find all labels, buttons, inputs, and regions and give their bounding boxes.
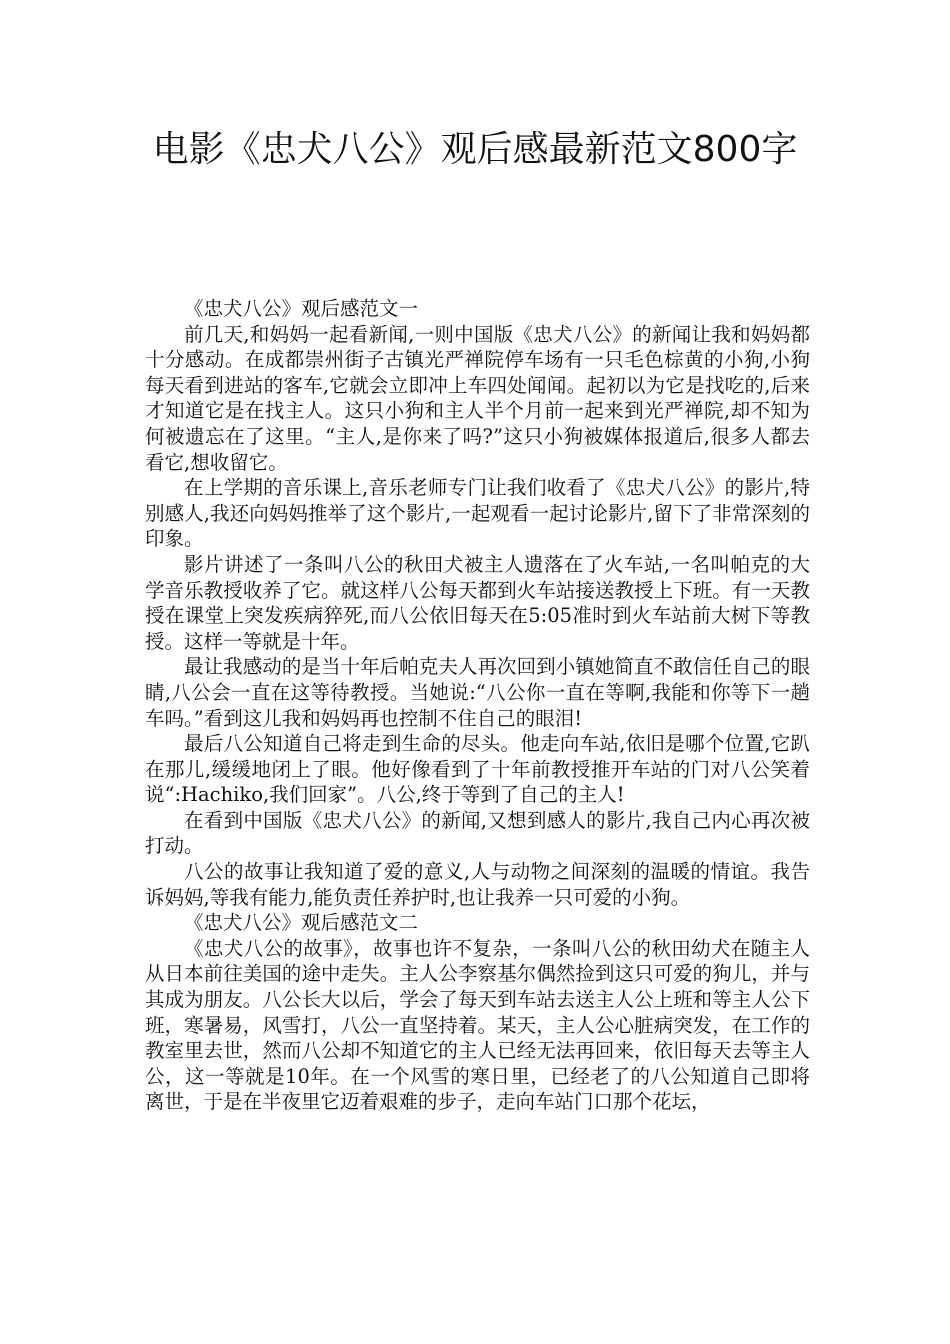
- paragraph: 最让我感动的是当十年后帕克夫人再次回到小镇她简直不敢信任自己的眼睛,八公会一直在这等待教授。当她说:“八公你一直在等啊,我能和你等下一趟车吗。”看到这儿我和妈妈再也控制不住自己的眼泪!: [145, 655, 810, 730]
- document-title: 电影《忠犬八公》观后感最新范文800字: [152, 129, 798, 170]
- paragraph: 八公的故事让我知道了爱的意义,人与动物之间深刻的温暖的情谊。我告诉妈妈,等我有能力,能负责任养护时,也让我养一只可爱的小狗。: [145, 860, 810, 909]
- paragraph: 前几天,和妈妈一起看新闻,一则中国版《忠犬八公》的新闻让我和妈妈都十分感动。在成都崇州街子古镇光严禅院停车场有一只毛色棕黄的小狗,小狗每天看到进站的客车,它就会立即冲上车四处闻闻。起初以为它是找吃的,后来才知道它是在找主人。这只小狗和主人半个月前一起来到光严禅院,却不知为何被遗忘在了这里。“主人,是你来了吗?”这只小狗被媒体报道后,很多人都去看它,想收留它。: [145, 322, 810, 474]
- section-heading-2: 《忠犬八公》观后感范文二: [184, 911, 419, 935]
- paragraph: 最后八公知道自己将走到生命的尽头。他走向车站,依旧是哪个位置,它趴在那儿,缓缓地闭上了眼。他好像看到了十年前教授推开车站的门对八公笑着说“:Hachiko,我们回家”。八公,终于等到了自己的主人!: [145, 732, 810, 807]
- section-heading-1: 《忠犬八公》观后感范文一: [184, 297, 419, 320]
- paragraph: 在上学期的音乐课上,音乐老师专门让我们收看了《忠犬八公》的影片,特别感人,我还向妈妈推举了这个影片,一起观看一起讨论影片,留下了非常深刻的印象。: [145, 476, 810, 551]
- paragraph: 《忠犬八公的故事》，故事也许不复杂，一条叫八公的秋田幼犬在随主人从日本前往美国的途中走失。主人公李察基尔偶然捡到这只可爱的狗儿，并与其成为朋友。八公长大以后，学会了每天到车站去送主人公上班和等主人公下班，寒暑易，风雪打，八公一直坚持着。某天，主人公心脏病突发，在工作的教室里去世，然而八公却不知道它的主人已经无法再回来，依旧每天去等主人公，这一等就是10年。在一个风雪的寒日里，已经老了的八公知道自己即将离世，于是在半夜里它迈着艰难的步子，走向车站门口那个花坛，: [145, 936, 810, 1114]
- document-body: [145, 296, 810, 1115]
- paragraph: 影片讲述了一条叫八公的秋田犬被主人遗落在了火车站,一名叫帕克的大学音乐教授收养了它。就这样八公每天都到火车站接送教授上下班。有一天教授在课堂上突发疾病猝死,而八公依旧每天在5:05准时到火车站前大树下等教授。这样一等就是十年。: [145, 552, 810, 653]
- paragraph: 在看到中国版《忠犬八公》的新闻,又想到感人的影片,我自己内心再次被打动。: [145, 808, 810, 858]
